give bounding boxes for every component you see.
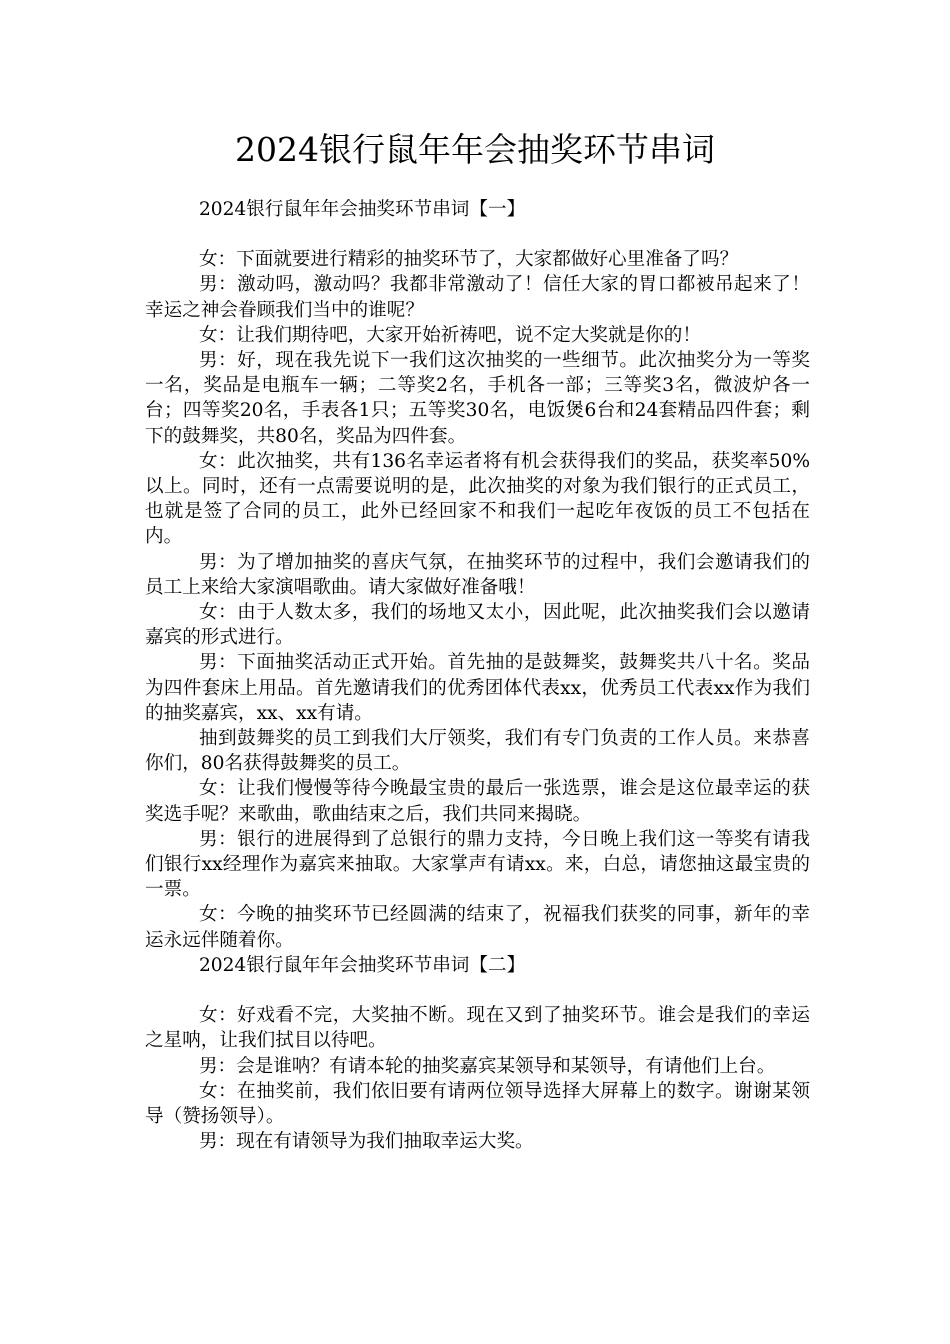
paragraph: 男：现在有请领导为我们抽取幸运大奖。 — [198, 1131, 534, 1153]
paragraph: 女：让我们慢慢等待今晚最宝贵的最后一张选票，谁会是这位最幸运的获奖选手呢？来歌曲，歌曲结束之后，我们共同来揭晓。 — [145, 778, 810, 825]
paragraph: 男：好，现在我先说下一我们这次抽奖的一些细节。此次抽奖分为一等奖一名，奖品是电瓶车一辆；二等奖2名，手机各一部；三等奖3名，微波炉各一台；四等奖20名，手表各1只；五等奖30名，电饭煲6台和24套精品四件套；剩下的鼓舞奖，共80名，奖品为四件套。 — [145, 350, 810, 447]
document-body — [145, 197, 810, 1154]
paragraph: 女：今晚的抽奖环节已经圆满的结束了，祝福我们获奖的同事，新年的幸运永远伴随着你。 — [145, 904, 810, 951]
paragraph: 女：由于人数太多，我们的场地又太小，因此呢，此次抽奖我们会以邀请嘉宾的形式进行。 — [145, 602, 810, 649]
paragraph: 女：在抽奖前，我们依旧要有请两位领导选择大屏幕上的数字。谢谢某领导（赞扬领导）。 — [145, 1080, 810, 1127]
paragraph: 男：激动吗，激动吗？我都非常激动了！信任大家的胃口都被吊起来了！幸运之神会眷顾我们当中的谁呢？ — [145, 274, 810, 321]
section-heading-2: 2024银行鼠年年会抽奖环节串词【二】 — [198, 954, 526, 976]
section-heading-1: 2024银行鼠年年会抽奖环节串词【一】 — [198, 199, 526, 220]
paragraph: 男：为了增加抽奖的喜庆气氛，在抽奖环节的过程中，我们会邀请我们的员工上来给大家演唱歌曲。请大家做好准备哦！ — [145, 551, 810, 598]
paragraph: 女：此次抽奖，共有136名幸运者将有机会获得我们的奖品，获奖率50%以上。同时，还有一点需要说明的是，此次抽奖的对象为我们银行的正式员工，也就是签了合同的员工，此外已经回家不和我们一起吃年夜饭的员工不包括在内。 — [145, 450, 810, 548]
paragraph: 女：好戏看不完，大奖抽不断。现在又到了抽奖环节。谁会是我们的幸运之星呐，让我们拭目以待吧。 — [145, 1005, 810, 1052]
paragraph: 男：下面抽奖活动正式开始。首先抽的是鼓舞奖，鼓舞奖共八十名。奖品为四件套床上用品。首先邀请我们的优秀团体代表xx，优秀员工代表xx作为我们的抽奖嘉宾，xx、xx有请。 — [145, 652, 810, 724]
paragraph: 女：让我们期待吧，大家开始祈祷吧，说不定大奖就是你的！ — [198, 324, 701, 346]
document-title: 2024银行鼠年年会抽奖环节串词 — [235, 130, 715, 169]
paragraph: 抽到鼓舞奖的员工到我们大厅领奖，我们有专门负责的工作人员。来恭喜你们，80名获得鼓舞奖的员工。 — [145, 728, 810, 775]
paragraph: 女：下面就要进行精彩的抽奖环节了，大家都做好心里准备了吗？ — [198, 249, 739, 271]
paragraph: 男：会是谁呐？有请本轮的抽奖嘉宾某领导和某领导，有请他们上台。 — [198, 1055, 776, 1077]
paragraph: 男：银行的进展得到了总银行的鼎力支持，今日晚上我们这一等奖有请我们银行xx经理作为嘉宾来抽取。大家掌声有请xx。来，白总，请您抽这最宝贵的一票。 — [145, 828, 810, 901]
